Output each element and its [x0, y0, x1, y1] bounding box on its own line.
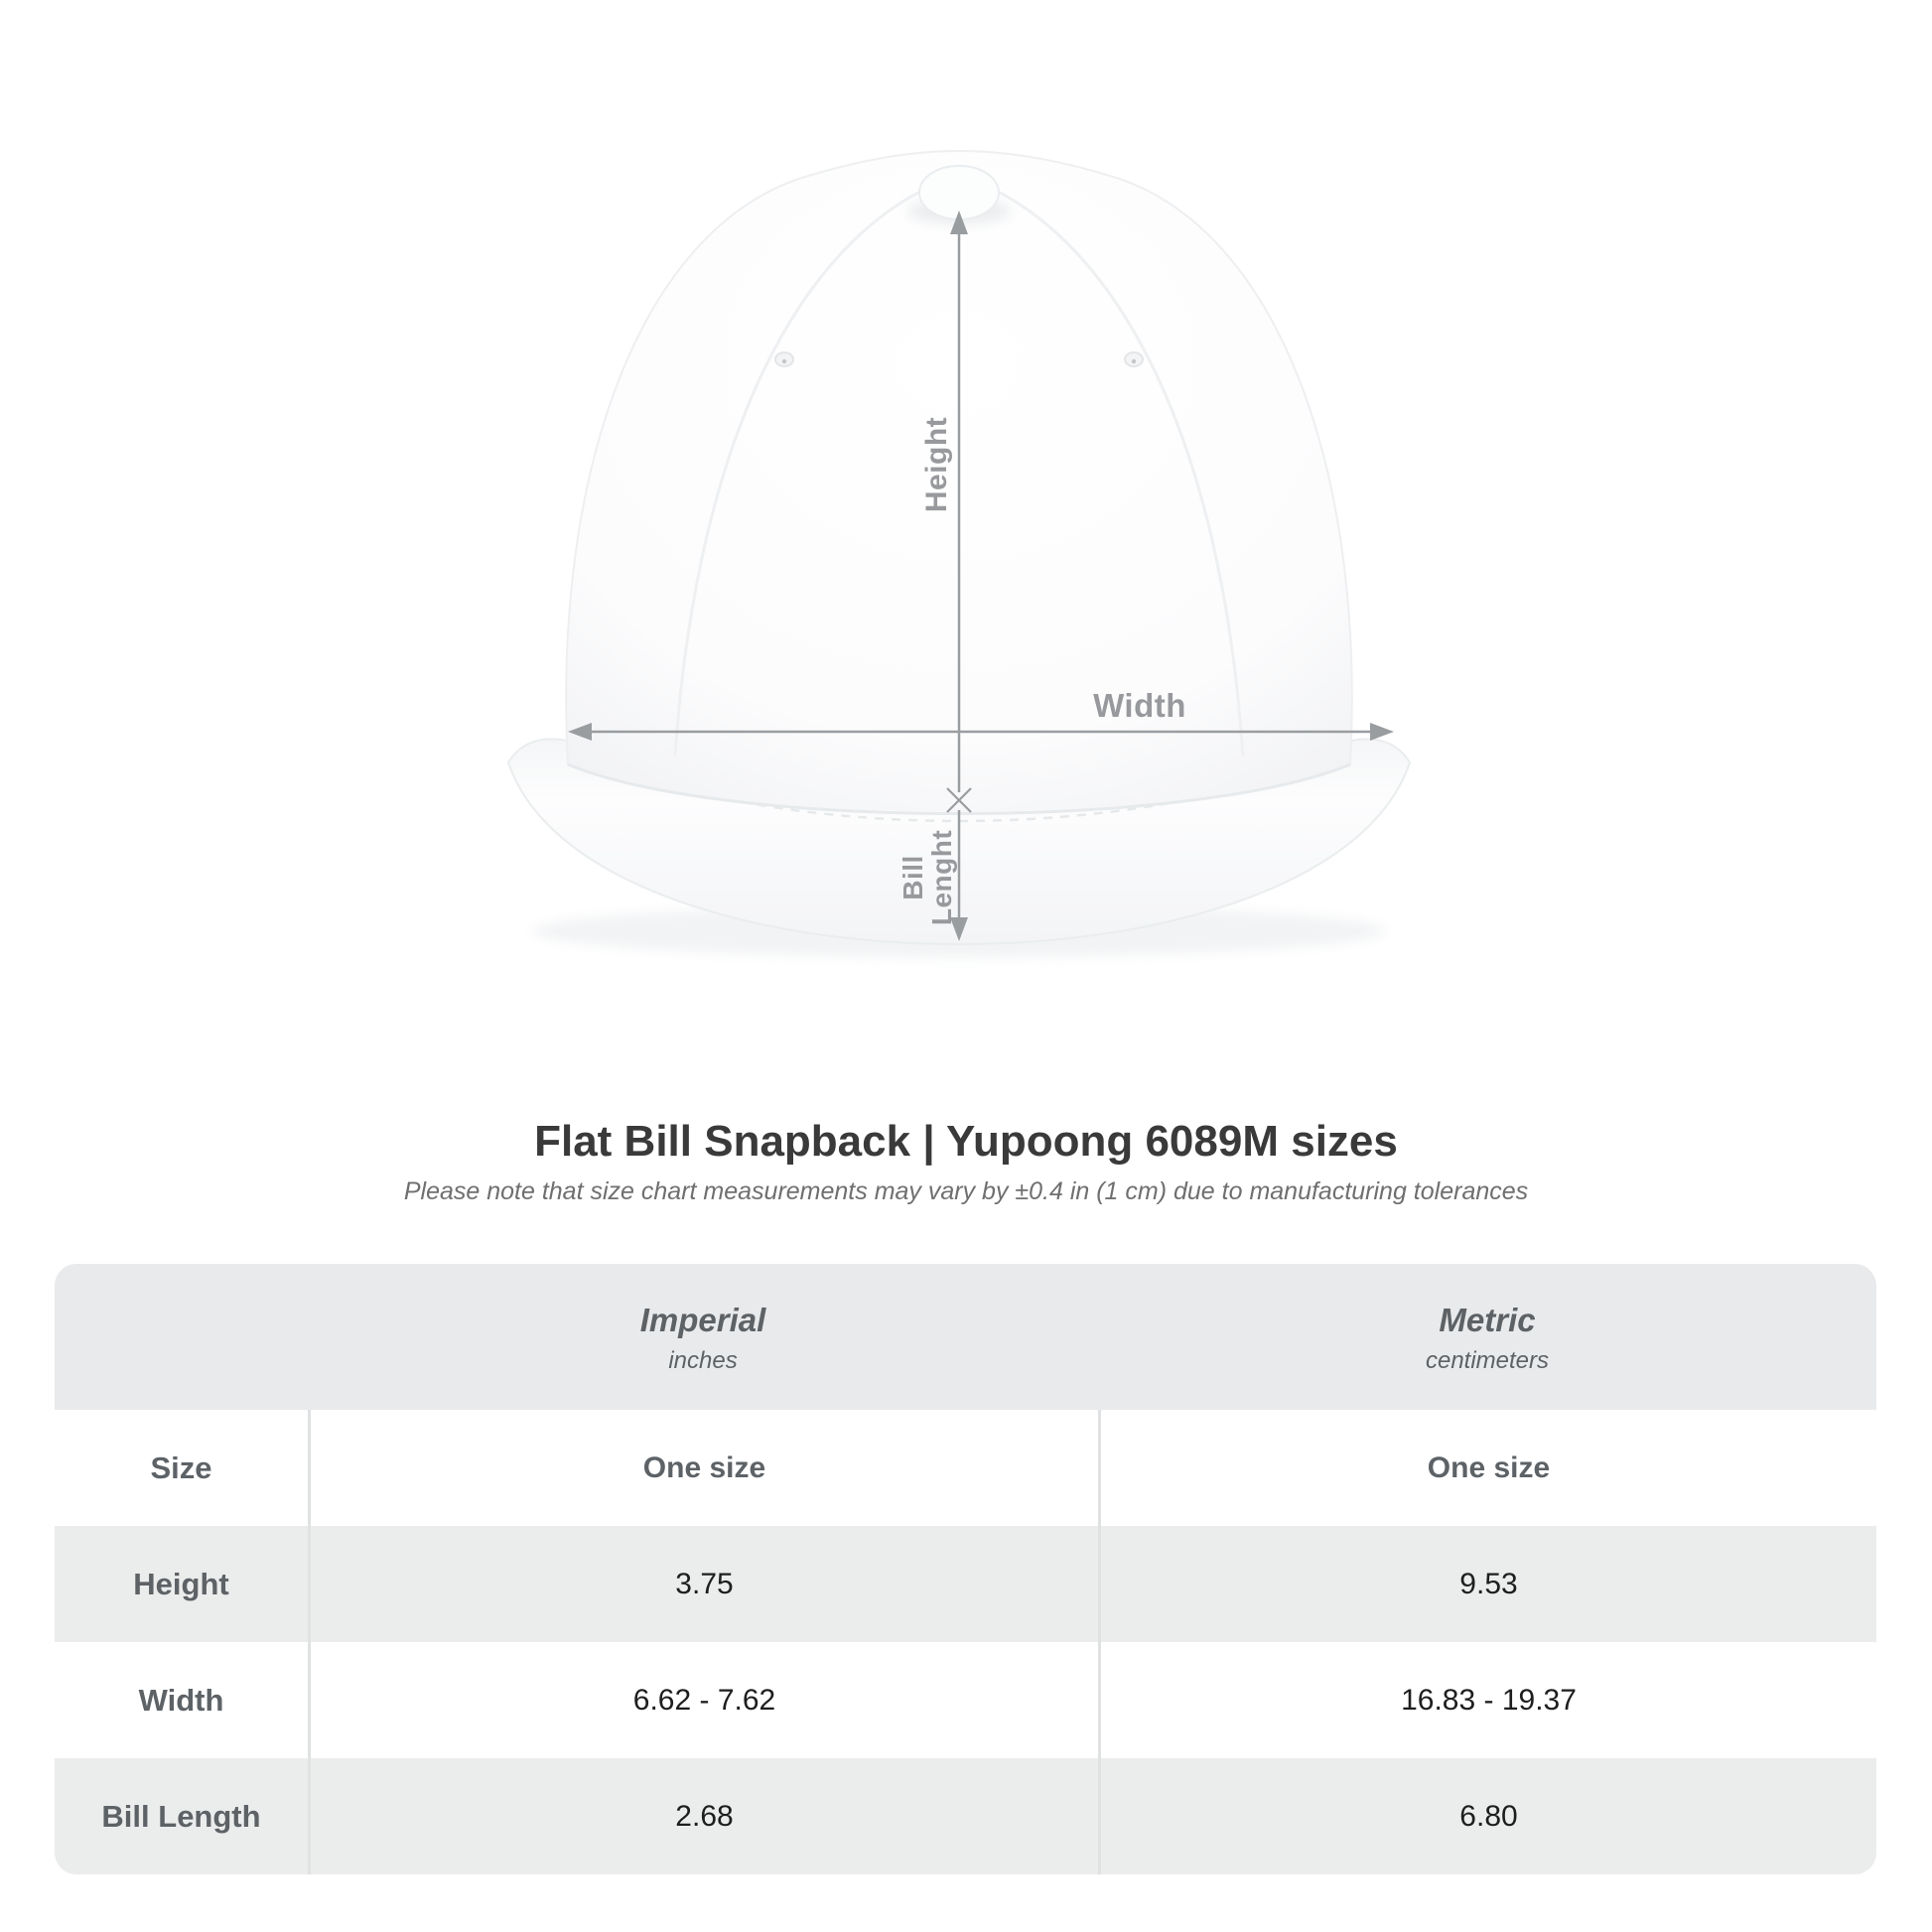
- page-subtitle: Please note that size chart measurements may vary by ±0.4 in (1 cm) due to manufacturing tolerances: [403, 1177, 1529, 1205]
- metric-value: 6.80: [1098, 1758, 1876, 1874]
- metric-column-unit: centimeters: [1425, 1347, 1550, 1374]
- metric-value: 16.83 - 19.37: [1098, 1642, 1876, 1758]
- bill-label-line2: Lenght: [926, 829, 957, 926]
- table-row-size: [55, 1410, 1876, 1526]
- title-block: [0, 1118, 1932, 1205]
- imperial-value: One size: [308, 1410, 1098, 1526]
- imperial-value: 6.62 - 7.62: [308, 1642, 1098, 1758]
- table-row-width: [55, 1642, 1876, 1758]
- table-header-imperial: [308, 1264, 1098, 1410]
- table-header-metric: [1098, 1264, 1876, 1410]
- metric-column-title: Metric: [1439, 1302, 1536, 1338]
- page-title: Flat Bill Snapback | Yupoong 6089M sizes: [534, 1117, 1398, 1166]
- row-label: Height: [133, 1566, 229, 1601]
- bill-label-line1: Bill: [897, 855, 928, 900]
- metric-value: One size: [1098, 1410, 1876, 1526]
- height-measure-label: Height: [920, 416, 953, 513]
- bill-length-measure-label: [898, 803, 956, 952]
- row-label: Bill Length: [101, 1798, 261, 1834]
- metric-value: 9.53: [1098, 1526, 1876, 1642]
- imperial-value: 3.75: [308, 1526, 1098, 1642]
- width-measure-label: Width: [1093, 687, 1186, 724]
- table-header: [55, 1264, 1876, 1410]
- left-eyelet: [775, 352, 793, 366]
- row-label: Width: [138, 1682, 224, 1718]
- imperial-column-unit: inches: [668, 1347, 738, 1374]
- imperial-column-title: Imperial: [639, 1302, 766, 1338]
- right-eyelet: [1125, 352, 1143, 366]
- table-header-spacer: [55, 1264, 308, 1410]
- row-label: Size: [150, 1449, 212, 1485]
- imperial-value: 2.68: [308, 1758, 1098, 1874]
- size-table: [55, 1264, 1876, 1874]
- table-row-bill-length: [55, 1758, 1876, 1874]
- table-row-height: [55, 1526, 1876, 1642]
